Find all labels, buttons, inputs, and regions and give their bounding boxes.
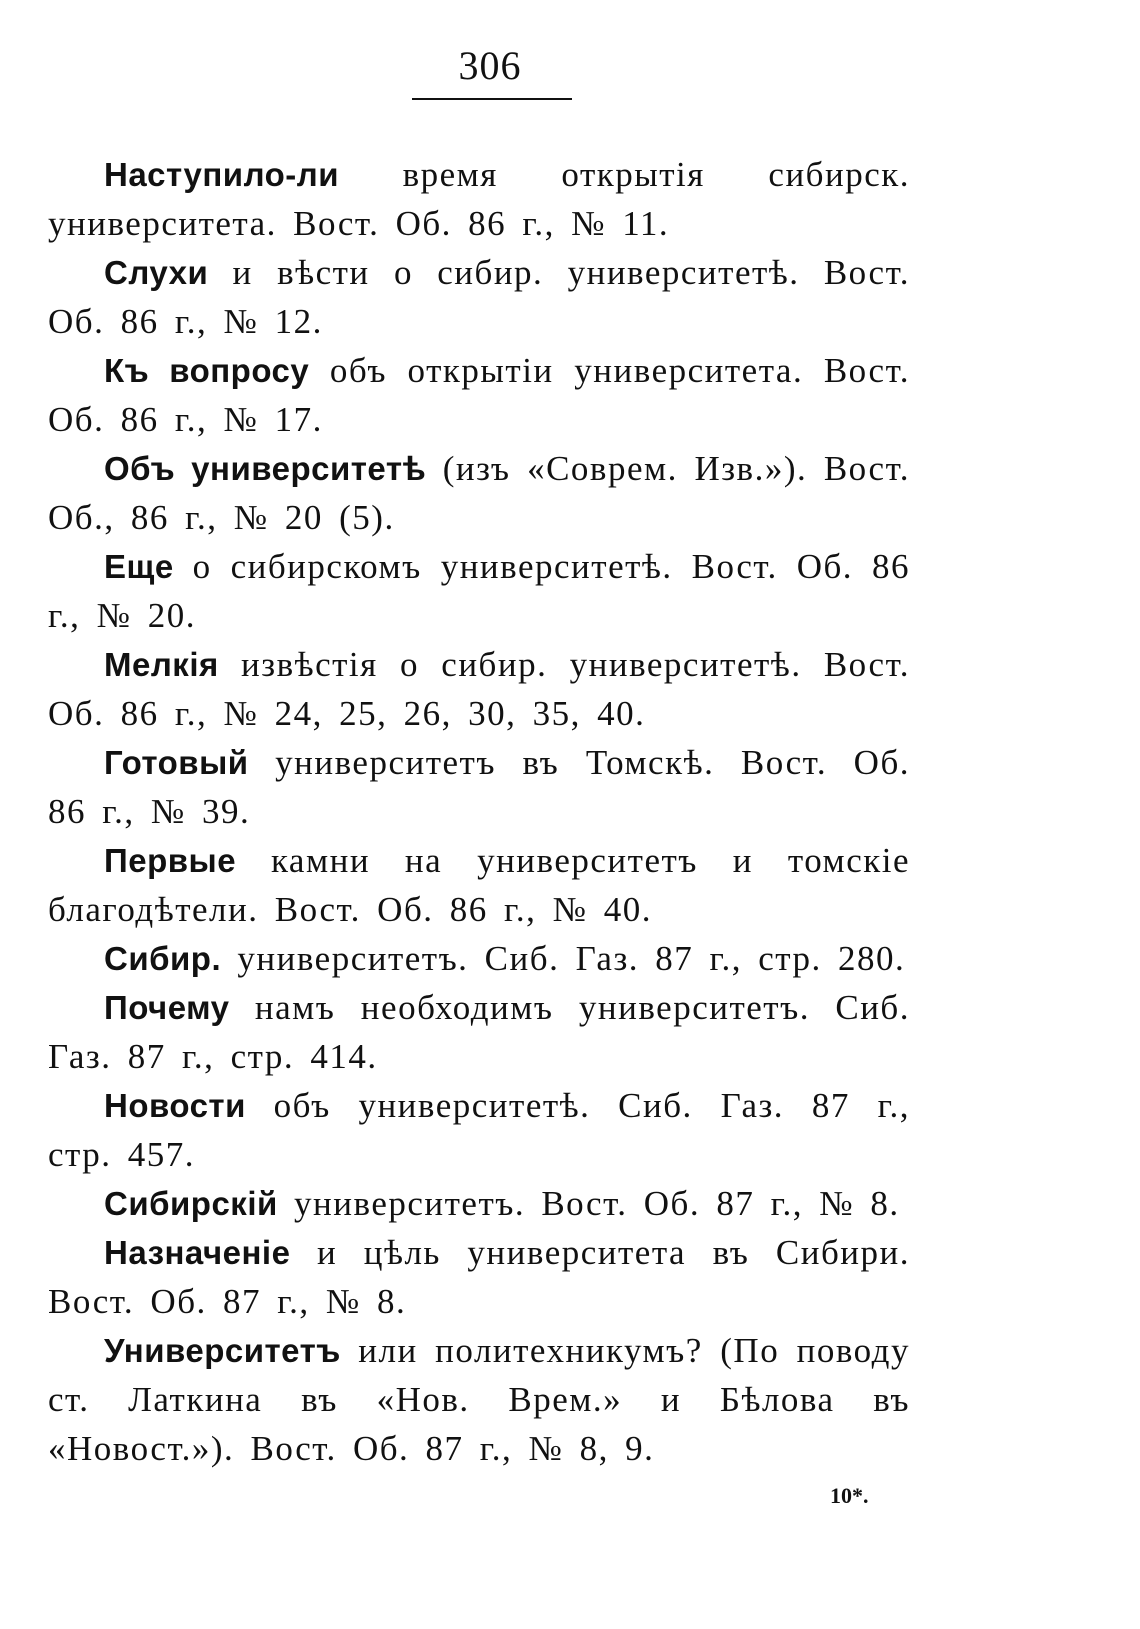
page-number-rule [412, 98, 572, 100]
bibliography-entry [48, 1326, 910, 1473]
entry-citation: извѣстія о сибир. университетѣ. Вост. Об. 86 г., № 24, 25, 26, 30, 35, 40. [48, 645, 910, 733]
bibliography-list [48, 150, 910, 1473]
bibliography-entry [48, 983, 910, 1081]
entry-citation: (изъ «Соврем. Изв.»). Вост. Об., 86 г., № 20 (5). [48, 449, 910, 537]
bibliography-entry [48, 1179, 910, 1228]
entry-heading: Еще [104, 548, 174, 585]
entry-citation: и цѣль университета въ Сибири. Вост. Об. 87 г., № 8. [48, 1233, 910, 1321]
bibliography-entry [48, 640, 910, 738]
bibliography-entry [48, 738, 910, 836]
entry-heading: Объ университетѣ [104, 450, 427, 487]
entry-citation: о сибирскомъ университетѣ. Вост. Об. 86 г., № 20. [48, 547, 910, 635]
entry-heading: Первые [104, 842, 237, 879]
entry-citation: и вѣсти о сибир. университетѣ. Вост. Об. 86 г., № 12. [48, 253, 910, 341]
bibliography-entry [48, 542, 910, 640]
entry-heading: Новости [104, 1087, 246, 1124]
entry-citation: намъ необходимъ университетъ. Сиб. Газ. 87 г., стр. 414. [48, 988, 910, 1076]
entry-heading: Наступило-ли [104, 156, 340, 193]
entry-heading: Сибирскій [104, 1185, 278, 1222]
bibliography-entry [48, 444, 910, 542]
page-number: 306 [458, 43, 522, 88]
signature-mark: 10*. [830, 1483, 869, 1508]
bibliography-entry [48, 934, 910, 983]
entry-heading: Университетъ [104, 1332, 341, 1369]
entry-heading: Сибир. [104, 940, 222, 977]
entry-heading: Къ вопросу [104, 352, 310, 389]
entry-heading: Мелкія [104, 646, 219, 683]
bibliography-entry [48, 248, 910, 346]
bibliography-entry [48, 1228, 910, 1326]
entry-citation: объ открытіи университета. Вост. Об. 86 г., № 17. [48, 351, 910, 439]
bibliography-entry [48, 836, 910, 934]
entry-citation: камни на университетъ и томскіе благодѣтели. Вост. Об. 86 г., № 40. [48, 841, 910, 929]
entry-citation: университетъ въ Томскѣ. Вост. Об. 86 г., № 39. [48, 743, 910, 831]
entry-heading: Слухи [104, 254, 209, 291]
bibliography-entry [48, 1081, 910, 1179]
bibliography-entry [48, 346, 910, 444]
entry-citation: или политехникумъ? (По поводу ст. Латкина въ «Нов. Врем.» и Бѣлова въ «Новост.»). Вост. Об. 87 г., № 8, 9. [48, 1331, 910, 1468]
entry-citation: объ университетѣ. Сиб. Газ. 87 г., стр. 457. [48, 1086, 910, 1174]
bibliography-entry [48, 150, 910, 248]
entry-heading: Готовый [104, 744, 249, 781]
entry-citation: время открытія сибирск. университета. Вост. Об. 86 г., № 11. [48, 155, 910, 243]
entry-citation: университетъ. Сиб. Газ. 87 г., стр. 280. [221, 939, 906, 978]
entry-heading: Почему [104, 989, 230, 1026]
entry-citation: университетъ. Вост. Об. 87 г., № 8. [277, 1184, 900, 1223]
entry-heading: Назначеніе [104, 1234, 291, 1271]
